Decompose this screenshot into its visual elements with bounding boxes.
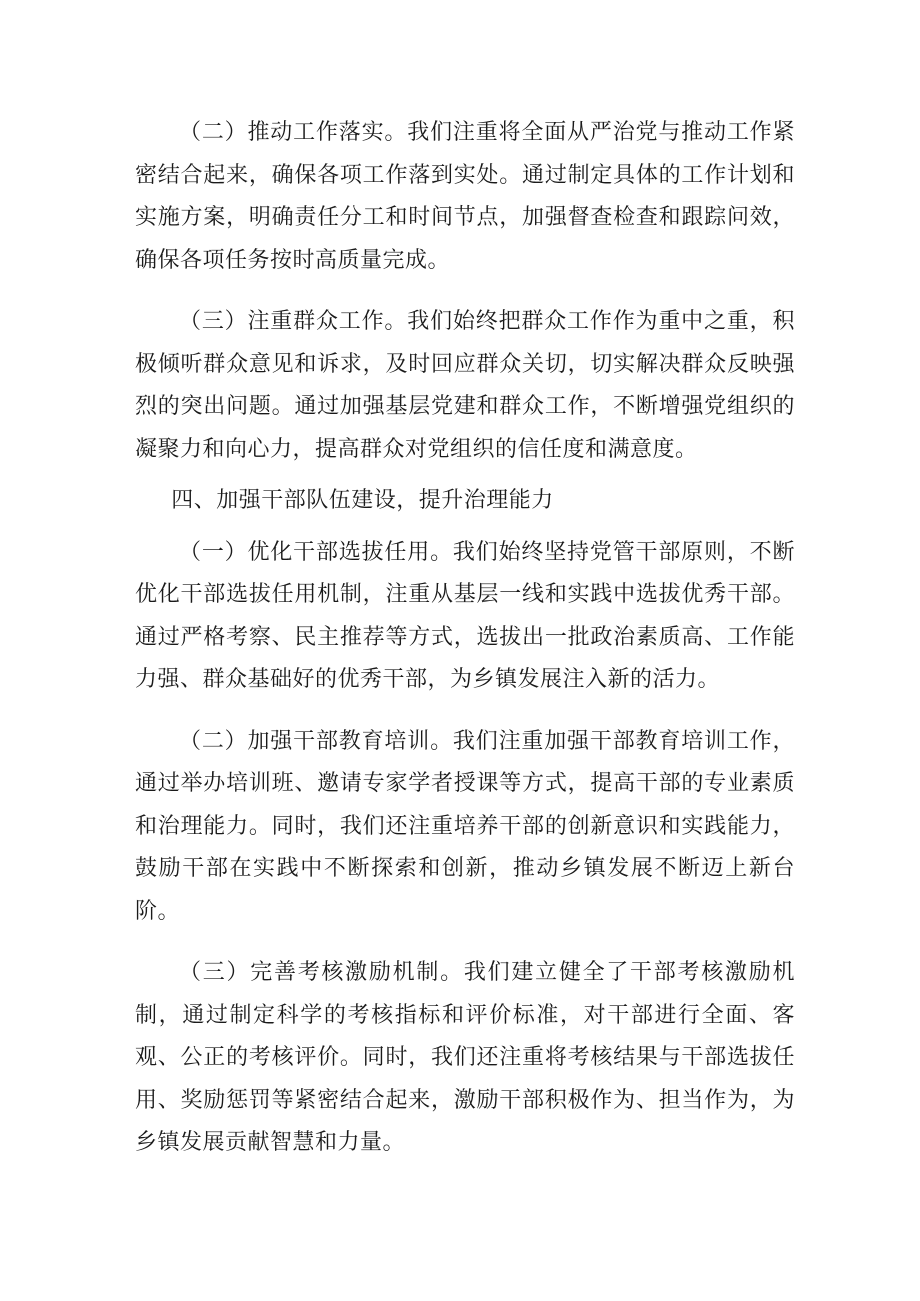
document-body bbox=[135, 112, 795, 1165]
paragraph-gap bbox=[135, 933, 795, 952]
paragraph-mass-work: （三）注重群众工作。我们始终把群众工作作为重中之重，积极倾听群众意见和诉求，及时回应群众关切，切实解决群众反映强烈的突出问题。通过加强基层党建和群众工作，不断增强党组织的凝聚力和向心力，提高群众对党组织的信任度和满意度。 bbox=[135, 309, 795, 462]
paragraph-promote-work: （二）推动工作落实。我们注重将全面从严治党与推动工作紧密结合起来，确保各项工作落到实处。通过制定具体的工作计划和实施方案，明确责任分工和时间节点，加强督查检查和跟踪问效，确保各项任务按时高质量完成。 bbox=[135, 120, 795, 273]
paragraph-assessment-incentive: （三）完善考核激励机制。我们建立健全了干部考核激励机制，通过制定科学的考核指标和评价标准，对干部进行全面、客观、公正的考核评价。同时，我们还注重将考核结果与干部选拔任用、奖励惩罚等紧密结合起来，激励干部积极作为、担当作为，为乡镇发展贡献智慧和力量。 bbox=[135, 960, 795, 1155]
section-heading-cadre-team: 四、加强干部队伍建设，提升治理能力 bbox=[171, 488, 554, 513]
paragraph-gap bbox=[135, 471, 795, 480]
paragraph-cadre-training: （二）加强干部教育培训。我们注重加强干部教育培训工作，通过举办培训班、邀请专家学者授课等方式，提高干部的专业素质和治理能力。同时，我们还注重培养干部的创新意识和实践能力，鼓励干部在实践中不断探索和创新，推动乡镇发展不断迈上新台阶。 bbox=[135, 728, 795, 924]
paragraph-cadre-selection: （一）优化干部选拔任用。我们始终坚持党管干部原则，不断优化干部选拔任用机制，注重从基层一线和实践中选拔优秀干部。通过严格考察、民主推荐等方式，选拔出一批政治素质高、工作能力强、群众基础好的优秀干部，为乡镇发展注入新的活力。 bbox=[135, 539, 795, 692]
paragraph-gap bbox=[135, 702, 795, 721]
paragraph-gap bbox=[135, 523, 795, 532]
paragraph-gap bbox=[135, 282, 795, 301]
